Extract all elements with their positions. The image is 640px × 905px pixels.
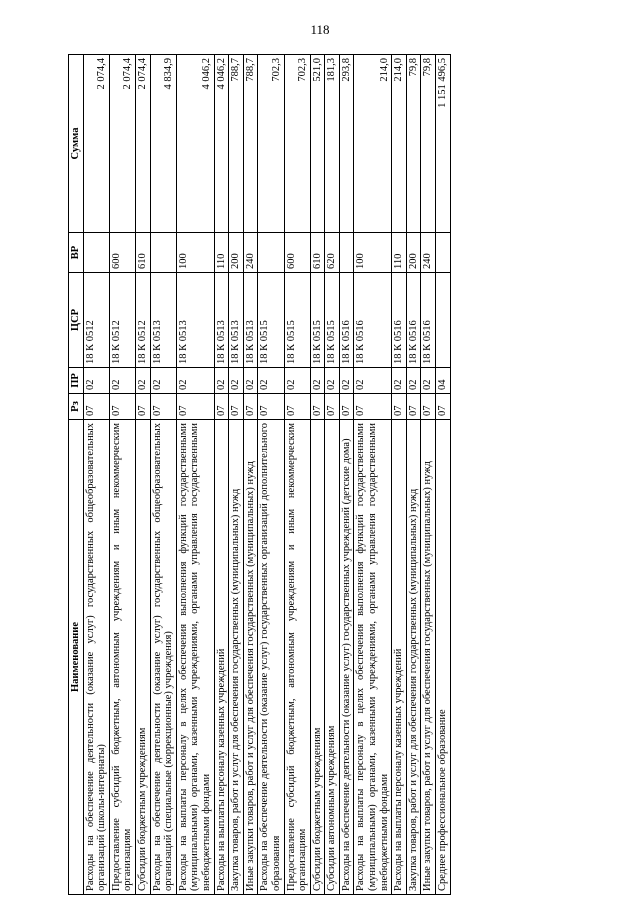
table-row — [310, 55, 325, 895]
cell-pr: 02 — [176, 368, 214, 394]
cell-sum: 4 834,9 — [150, 55, 176, 233]
cell-csr: 18 К 0512 — [83, 273, 109, 368]
cell-sum: 79,8 — [406, 55, 421, 233]
cell-vr — [436, 233, 451, 273]
cell-vr: 100 — [354, 233, 392, 273]
cell-vr — [339, 233, 354, 273]
cell-rz: 07 — [109, 394, 135, 420]
cell-csr: 18 К 0515 — [325, 273, 340, 368]
header-sum: Сумма — [69, 55, 84, 233]
header-name: Наименование — [69, 420, 84, 895]
cell-csr: 18 К 0515 — [310, 273, 325, 368]
cell-rz: 07 — [214, 394, 229, 420]
cell-name: Субсидии бюджетным учреждениям — [135, 420, 150, 895]
cell-name: Закупка товаров, работ и услуг для обеспечения государственных (муниципальных) нужд — [229, 420, 244, 895]
cell-name: Расходы на обеспечение деятельности (оказание услуг) государственных учреждений (детские дома) — [339, 420, 354, 895]
cell-pr: 02 — [135, 368, 150, 394]
cell-pr: 02 — [392, 368, 407, 394]
cell-name: Расходы на выплаты персоналу в целях обеспечения выполнения функций государственными (муниципальными) органами, казенными учреждениями, органами управления государственными внебюджетными фондами — [354, 420, 392, 895]
header-vr: ВР — [69, 233, 84, 273]
cell-csr: 18 К 0516 — [421, 273, 436, 368]
cell-sum: 181,3 — [325, 55, 340, 233]
cell-sum: 788,7 — [229, 55, 244, 233]
cell-rz: 07 — [284, 394, 310, 420]
cell-sum: 4 046,2 — [176, 55, 214, 233]
cell-csr: 18 К 0516 — [392, 273, 407, 368]
cell-pr: 02 — [83, 368, 109, 394]
cell-rz: 07 — [325, 394, 340, 420]
cell-pr: 02 — [150, 368, 176, 394]
cell-sum: 293,8 — [339, 55, 354, 233]
cell-vr: 200 — [229, 233, 244, 273]
cell-rz: 07 — [258, 394, 284, 420]
cell-sum: 214,0 — [392, 55, 407, 233]
table-row — [243, 55, 258, 895]
cell-rz: 07 — [310, 394, 325, 420]
cell-rz: 07 — [421, 394, 436, 420]
table-row — [135, 55, 150, 895]
cell-vr: 100 — [176, 233, 214, 273]
cell-name: Расходы на обеспечение деятельности (оказание услуг) государственных общеобразовательных организаций (специальные (коррекционные) учреждения) — [150, 420, 176, 895]
cell-pr: 02 — [258, 368, 284, 394]
cell-rz: 07 — [176, 394, 214, 420]
cell-pr: 02 — [214, 368, 229, 394]
header-pr: ПР — [69, 368, 84, 394]
cell-name: Предоставление субсидий бюджетным, автономным учреждениям и иным некоммерческим организациям — [109, 420, 135, 895]
cell-pr: 04 — [436, 368, 451, 394]
cell-vr — [258, 233, 284, 273]
cell-pr: 02 — [310, 368, 325, 394]
cell-vr: 240 — [421, 233, 436, 273]
header-csr: ЦСР — [69, 273, 84, 368]
cell-csr: 18 К 0512 — [109, 273, 135, 368]
cell-name: Расходы на выплаты персоналу казенных учреждений — [392, 420, 407, 895]
cell-sum: 79,8 — [421, 55, 436, 233]
cell-pr: 02 — [109, 368, 135, 394]
cell-name: Иные закупки товаров, работ и услуг для обеспечения государственных (муниципальных) нужд — [243, 420, 258, 895]
cell-vr: 600 — [109, 233, 135, 273]
cell-pr: 02 — [421, 368, 436, 394]
cell-csr: 18 К 0513 — [150, 273, 176, 368]
cell-name: Субсидии автономным учреждениям — [325, 420, 340, 895]
cell-vr: 200 — [406, 233, 421, 273]
cell-sum: 702,3 — [284, 55, 310, 233]
cell-rz: 07 — [339, 394, 354, 420]
cell-sum: 2 074,4 — [109, 55, 135, 233]
cell-sum: 2 074,4 — [135, 55, 150, 233]
cell-csr: 18 К 0512 — [135, 273, 150, 368]
cell-rz: 07 — [436, 394, 451, 420]
cell-name: Расходы на выплаты персоналу в целях обеспечения выполнения функций государственными (муниципальными) органами, казенными учреждениями, органами управления государственными внебюджетными фондами — [176, 420, 214, 895]
cell-sum: 2 074,4 — [83, 55, 109, 233]
table-row — [354, 55, 392, 895]
cell-sum: 702,3 — [258, 55, 284, 233]
cell-csr: 18 К 0515 — [284, 273, 310, 368]
page-number: 118 — [310, 22, 330, 37]
budget-table-container — [68, 55, 565, 895]
cell-sum: 521,0 — [310, 55, 325, 233]
cell-rz: 07 — [406, 394, 421, 420]
table-row — [392, 55, 407, 895]
budget-table — [68, 54, 451, 895]
table-row — [109, 55, 135, 895]
cell-sum: 788,7 — [243, 55, 258, 233]
table-row — [406, 55, 421, 895]
cell-vr: 610 — [135, 233, 150, 273]
cell-rz: 07 — [229, 394, 244, 420]
cell-rz: 07 — [354, 394, 392, 420]
cell-rz: 07 — [150, 394, 176, 420]
cell-csr: 18 К 0516 — [406, 273, 421, 368]
cell-csr: 18 К 0513 — [243, 273, 258, 368]
table-row — [83, 55, 109, 895]
cell-pr: 02 — [354, 368, 392, 394]
cell-vr: 620 — [325, 233, 340, 273]
cell-pr: 02 — [243, 368, 258, 394]
cell-sum: 214,0 — [354, 55, 392, 233]
table-row — [421, 55, 436, 895]
cell-csr — [436, 273, 451, 368]
cell-rz: 07 — [243, 394, 258, 420]
cell-sum: 4 046,2 — [214, 55, 229, 233]
table-row — [339, 55, 354, 895]
cell-vr — [83, 233, 109, 273]
cell-name: Предоставление субсидий бюджетным, автономным учреждениям и иным некоммерческим организациям — [284, 420, 310, 895]
cell-pr: 02 — [325, 368, 340, 394]
cell-pr: 02 — [406, 368, 421, 394]
cell-csr: 18 К 0513 — [229, 273, 244, 368]
cell-csr: 18 К 0513 — [214, 273, 229, 368]
cell-vr — [150, 233, 176, 273]
cell-pr: 02 — [229, 368, 244, 394]
cell-pr: 02 — [284, 368, 310, 394]
table-row — [229, 55, 244, 895]
cell-csr: 18 К 0516 — [354, 273, 392, 368]
table-row — [214, 55, 229, 895]
table-row — [436, 55, 451, 895]
cell-csr: 18 К 0516 — [339, 273, 354, 368]
cell-rz: 07 — [135, 394, 150, 420]
cell-pr: 02 — [339, 368, 354, 394]
cell-name: Расходы на выплаты персоналу казенных учреждений — [214, 420, 229, 895]
table-row — [325, 55, 340, 895]
table-row — [284, 55, 310, 895]
table-body — [83, 55, 450, 895]
cell-sum: 1 151 496,5 — [436, 55, 451, 233]
cell-name: Расходы на обеспечение деятельности (оказание услуг) государственных общеобразовательных организаций (школы-интернаты) — [83, 420, 109, 895]
rotated-page-content — [68, 55, 565, 895]
cell-csr: 18 К 0515 — [258, 273, 284, 368]
cell-name: Иные закупки товаров, работ и услуг для обеспечения государственных (муниципальных) нужд — [421, 420, 436, 895]
table-row — [258, 55, 284, 895]
table-row — [150, 55, 176, 895]
cell-rz: 07 — [83, 394, 109, 420]
cell-name: Закупка товаров, работ и услуг для обеспечения государственных (муниципальных) нужд — [406, 420, 421, 895]
cell-name: Расходы на обеспечение деятельности (оказание услуг) государственных организаций дополнительного образования — [258, 420, 284, 895]
cell-vr: 600 — [284, 233, 310, 273]
cell-csr: 18 К 0513 — [176, 273, 214, 368]
cell-vr: 110 — [392, 233, 407, 273]
cell-vr: 110 — [214, 233, 229, 273]
cell-vr: 240 — [243, 233, 258, 273]
cell-name: Среднее профессиональное образование — [436, 420, 451, 895]
table-header-row — [69, 55, 84, 895]
table-row — [176, 55, 214, 895]
cell-rz: 07 — [392, 394, 407, 420]
header-rz: Рз — [69, 394, 84, 420]
cell-vr: 610 — [310, 233, 325, 273]
cell-name: Субсидии бюджетным учреждениям — [310, 420, 325, 895]
